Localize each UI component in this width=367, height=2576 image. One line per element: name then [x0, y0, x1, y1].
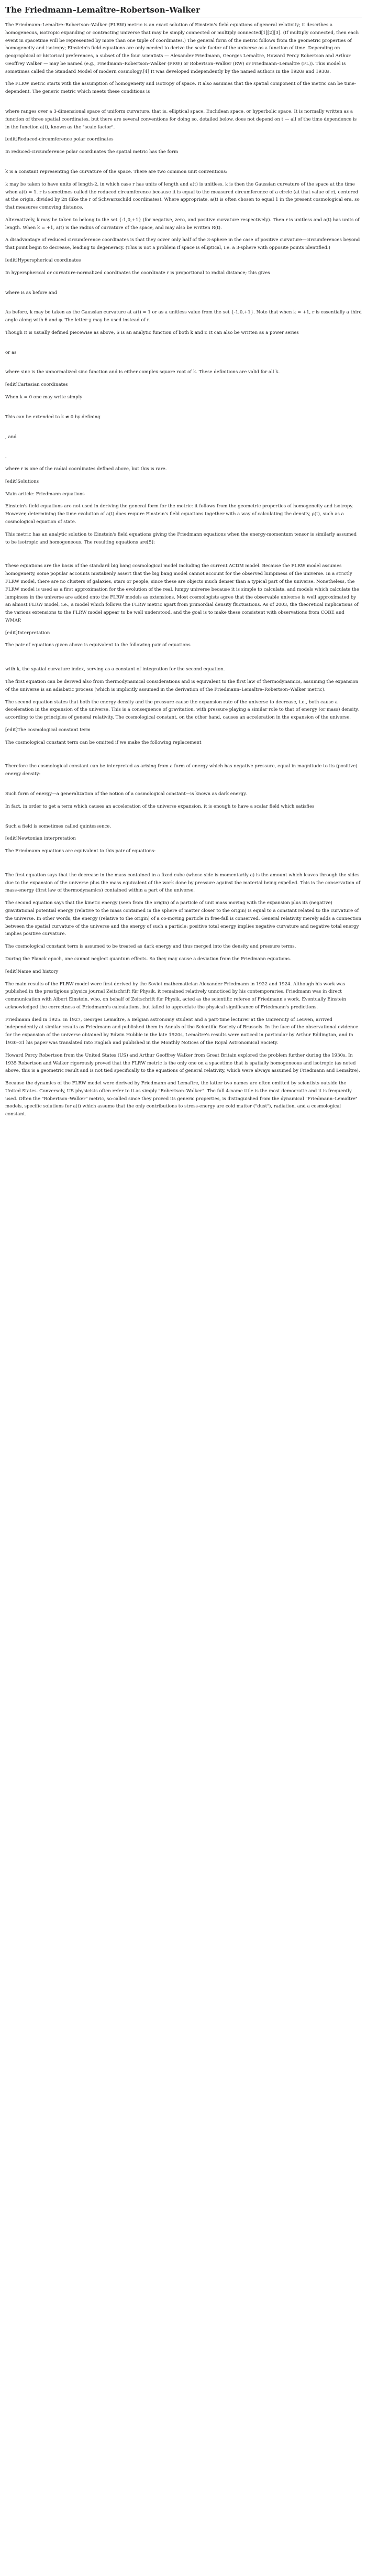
paragraph-k-constant: k is a constant representing the curvature of the space. There are two common unit conventions:	[5, 169, 228, 175]
paragraph-field-equations: Einstein's field equations are not used in deriving the general form for the metric: it follows from the geometric properties of homogeneity and isotropy. However, determining the time evolution of a(t) does require Einstein's field equations together with a way of calculating the density, ρ(t), such as a cosmological equation of state.	[5, 504, 353, 525]
equation-placeholder	[5, 426, 362, 433]
paragraph-metric-where: where ranges over a 3-dimensional space of uniform curvature, that is, elliptical space, Euclidean space, or hyperbolic space. It is normally written as a function of three spatial coordinates, but there are several conventions for doing so, detailed below. does not depend on t — all of the time dependence is in the function a(t), known as the "scale factor".	[5, 109, 357, 130]
paragraph-reduced-form: In reduced-circumference polar coordinates the spatial metric has the form	[5, 149, 179, 155]
equation-placeholder	[5, 783, 362, 790]
paragraph-second-equation: The second equation states that both the energy density and the pressure cause the expansion rate of the universe to decrease, i.e., both cause a deceleration in the expansion of the universe. This is a consequence of gravitation, with pressure playing a similar role to that of energy (or mass) density, according to the principles of general relativity. The cosmological constant, on the other hand, causes an acceleration in the expansion of the universe.	[5, 699, 359, 721]
section-heading-history[interactable]: [edit]Name and history	[5, 969, 59, 974]
paragraph-intro: The Friedmann–Lemaître–Robertson–Walker (FLRW) metric is an exact solution of Einstein's field equations of general relativity; it describes a homogeneous, isotropic expanding or contracting universe that may be simply connected or multiply connected[1][2][3]. (If multiply connected, then each event in spacetime will be represented by more than one tuple of coordinates.) The general form of the metric follows from the geometric properties of homogeneity and isotropy; Einstein's field equations are only needed to derive the scale factor of the universe as a function of time. Depending on geographical or historical preferences, a subset of the four scientists — Alexander Friedmann, Georges Lemaître, Howard Percy Robertson and Arthur Geoffrey Walker — may be named (e.g., Friedmann–Robertson–Walker (FRW) or Robertson–Walker (RW) or Friedmann–Lemaître (FL)). This model is sometimes called the Standard Model of modern cosmology.[4] It was developed independently by the named authors in the 1920s and 1930s.	[5, 23, 359, 74]
page-title: The Friedmann–Lemaître–Robertson–Walker	[5, 5, 362, 17]
paragraph-big-bang: These equations are the basis of the standard big bang cosmological model including the current ΛCDM model. Because the FLRW model assumes homogeneity, some popular accounts mistakenly assert that the big bang model cannot account for the observed lumpiness of the universe. In a strictly FLRW model, there are no clusters of galaxies, stars or people, since these are objects much denser than a typical part of the universe. Nonetheless, the FLRW model is used as a first approximation for the evolution of the real, lumpy universe because it is simple to calculate, and models which calculate the lumpiness in the universe are added onto the FLRW models as extensions. Most cosmologists agree that the observable universe is well approximated by an almost FLRW model, i.e., a model which follows the FLRW metric apart from primordial density fluctuations. As of 2003, the theoretical implications of the various extensions to the FLRW model appear to be well understood, and the goal is to make these consistent with observations from COBE and WMAP.	[5, 563, 360, 623]
section-heading-solutions[interactable]: [edit]Solutions	[5, 479, 39, 484]
paragraph-comma: ,	[5, 454, 7, 460]
equation-placeholder	[5, 860, 362, 872]
paragraph-k-units-length: k may be taken to have units of length-2, in which case r has units of length and a(t) is unitless. k is then the Gaussian curvature of the space at the time when a(t) = 1. r is sometimes called the reduced circumference because it is equal to the measured circumference of a circle (at that value of r), centered at the origin, divided by 2π (like the r of Schwarzschild coordinates). Where appropriate, a(t) is often chosen to equal 1 in the present cosmological era, so that measures comoving distance.	[5, 181, 360, 211]
paragraph-dark-energy-merged: The cosmological constant term is assumed to be treated as dark energy and thus merged into the density and pressure terms.	[5, 944, 296, 950]
paragraph-or-as: or as	[5, 350, 17, 355]
paragraph-scalar-field: In fact, in order to get a term which causes an acceleration of the universe expansion, it is enough to have a scalar field which satisfies	[5, 803, 315, 809]
equation-placeholder	[5, 445, 362, 453]
paragraph-analytic-solution: This metric has an analytic solution to Einstein's field equations giving the Friedmann equations when the energy-momentum tensor is similarly assumed to be isotropic and homogeneous. The resulting equations are[5]:	[5, 531, 357, 545]
paragraph-naming: Because the dynamics of the FLRW model were derived by Friedmann and Lemaître, the latter two names are often omitted by scientists outside the United States. Conversely, US physicists often refer to it as simply "Robertson–Walker". The full 4-name title is the most democratic and it is frequently used. Often the "Robertson–Walker" metric, so-called since they proved its generic properties, is distinguished from the dynamical "Friedmann–Lemaître" models, specific solutions for a(t) which assume that the only contributions to stress-energy are cold matter ("dust"), radiation, and a cosmological constant.	[5, 1081, 358, 1117]
paragraph-and: , and	[5, 434, 17, 440]
paragraph-cc-omitted: The cosmological constant term can be omitted if we make the following replacement	[5, 740, 202, 745]
equation-placeholder	[5, 406, 362, 414]
section-heading-interpretation[interactable]: [edit]Interpretation	[5, 630, 50, 636]
paragraph-metric-assumptions: The FLRW metric starts with the assumption of homogeneity and isotropy of space. It also assumes that the spatial component of the metric can be time-dependent. The generic metric which meets these conditions is	[5, 81, 356, 95]
paragraph-k-zero: When k = 0 one may write simply	[5, 395, 83, 400]
equation-placeholder	[5, 361, 362, 368]
paragraph-quintessence: Such a field is sometimes called quintessence.	[5, 823, 112, 829]
paragraph-hyperspherical: In hyperspherical or curvature-normalized coordinates the coordinate r is proportional to radial distance; this gives	[5, 270, 270, 276]
paragraph-where-before: where is as before and	[5, 290, 58, 296]
equation-placeholder	[5, 654, 362, 666]
paragraph-negative-pressure: Therefore the cosmological constant can be interpreted as arising from a form of energy which has negative pressure, equal in magnitude to its (positive) energy density:	[5, 764, 358, 777]
equation-placeholder	[5, 551, 362, 562]
section-heading-cartesian[interactable]: [edit]Cartesian coordinates	[5, 382, 68, 388]
paragraph-planck-epoch: During the Planck epoch, one cannot neglect quantum effects. So they may cause a deviation from the Friedmann equations.	[5, 956, 291, 962]
equation-placeholder	[5, 816, 362, 823]
section-heading-cosmological-constant[interactable]: [edit]The cosmological constant term	[5, 727, 91, 733]
paragraph-mass-conservation: The first equation says that the decrease in the mass contained in a fixed cube (whose side is momentarily a) is the amount which leaves through the sides due to the expansion of the universe plus the mass equivalent of the work done by pressure against the material being expelled. This is the conservation of mass-energy (first law of thermodynamics) contained within a part of the universe.	[5, 872, 361, 894]
paragraph-dark-energy: Such form of energy—a generalization of the notion of a cosmological constant—is known as dark energy.	[5, 791, 247, 797]
equation-placeholder	[5, 301, 362, 309]
equation-placeholder	[5, 101, 362, 108]
section-heading-reduced-circumference[interactable]: [edit]Reduced-circumference polar coordinates	[5, 137, 114, 143]
paragraph-spatial-curvature: with k, the spatial curvature index, serving as a constant of integration for the second equation.	[5, 667, 225, 672]
paragraph-k-unitless: Alternatively, k may be taken to belong to the set {-1,0,+1} (for negative, zero, and positive curvature respectively). Then r is unitless and a(t) has units of length. When k = +1, a(t) is the radius of curvature of the space, and may also be written R(t).	[5, 217, 360, 231]
main-article-link[interactable]: Main article: Friedmann equations	[5, 491, 85, 497]
paragraph-robertson-walker: Howard Percy Robertson from the United States (US) and Arthur Geoffrey Walker from Great Britain explored the problem further during the 1930s. In 1935 Robertson and Walker rigorously proved that the FLRW metric is the only one on a spacetime that is spatially homogeneous and isotropic (as noted above, this is a geometric result and is not tied specifically to the equations of general relativity, which were always assumed by Friedmann and Lemaître).	[5, 1052, 360, 1074]
paragraph-k-gaussian: As before, k may be taken as the Gaussian curvature at a(t) = 1 or as a unitless value from the set {-1,0,+1}. Note that when k = +1, r is essentially a third angle along with θ and φ. The letter χ may be used instead of r.	[5, 310, 362, 323]
paragraph-friedmann: The main results of the FLRW model were first derived by the Soviet mathematician Alexander Friedmann in 1922 and 1924. Although his work was published in the prestigious physics journal Zeitschrift für Physik, it remained relatively unnoticed by his contemporaries. Friedmann was in direct communication with Albert Einstein, who, on behalf of Zeitschrift für Physik, acted as the scientific referee of Friedmann's work. Eventually Einstein acknowledged the correctness of Friedmann's calculations, but failed to appreciate the physical significance of Friedmann's predictions.	[5, 981, 347, 1010]
paragraph-equivalent-pair: The Friedmann equations are equivalent to this pair of equations:	[5, 849, 156, 854]
equation-placeholder	[5, 282, 362, 289]
equation-placeholder	[5, 751, 362, 763]
section-heading-newtonian[interactable]: [edit]Newtonian interpretation	[5, 836, 76, 842]
paragraph-pair-equations: The pair of equations given above is equivalent to the following pair of equations	[5, 643, 191, 648]
section-heading-hyperspherical[interactable]: [edit]Hyperspherical coordinates	[5, 257, 81, 263]
equation-placeholder	[5, 161, 362, 168]
paragraph-lemaitre: Friedmann died in 1925. In 1927, Georges Lemaître, a Belgian astronomy student and a part-time lecturer at the University of Leuven, arrived independently at similar results as Friedmann and published them in Annals of the Scientific Society of Brussels. In the face of the observational evidence for the expansion of the universe obtained by Edwin Hubble in the late 1920s, Lemaître's results were noticed in particular by Arthur Eddington, and in 1930–31 his paper was translated into English and published in the Monthly Notices of the Royal Astronomical Society.	[5, 1017, 359, 1046]
paragraph-sinc: where sinc is the unnormalized sinc function and is either complex square root of k. These definitions are valid for all k.	[5, 369, 280, 375]
paragraph-kinetic-energy: The second equation says that the kinetic energy (seen from the origin) of a particle of unit mass moving with the expansion plus its (negative) gravitational potential energy (relative to the mass contained in the sphere of matter closer to the origin) is equal to a constant related to the curvature of the universe. In other words, the energy (relative to the origin) of a co-moving particle in free-fall is conserved. General relativity merely adds a connection between the spatial curvature of the universe and the energy of such a particle: positive total energy implies negative curvature and negative total energy implies positive curvature.	[5, 900, 362, 937]
paragraph-extended: This can be extended to k ≠ 0 by defining	[5, 414, 101, 420]
paragraph-disadvantage: A disadvantage of reduced circumference coordinates is that they cover only half of the 3-sphere in the case of positive curvature—circumferences beyond that point begin to decrease, leading to degeneracy. (This is not a problem if space is elliptical, i.e. a 3-sphere with opposite points identified.)	[5, 237, 360, 251]
article	[0, 0, 367, 1134]
paragraph-first-equation: The first equation can be derived also from thermodynamical considerations and is equivalent to the first law of thermodynamics, assuming the expansion of the universe is an adiabatic process (which is implicitly assumed in the derivation of the Friedmann–Lemaître–Robertson–Walker metric).	[5, 679, 359, 692]
equation-placeholder	[5, 342, 362, 349]
paragraph-radial-rare: where r is one of the radial coordinates defined above, but this is rare.	[5, 466, 167, 472]
paragraph-power-series: Though it is usually defined piecewise as above, S is an analytic function of both k and r. It can also be written as a power series	[5, 330, 299, 335]
